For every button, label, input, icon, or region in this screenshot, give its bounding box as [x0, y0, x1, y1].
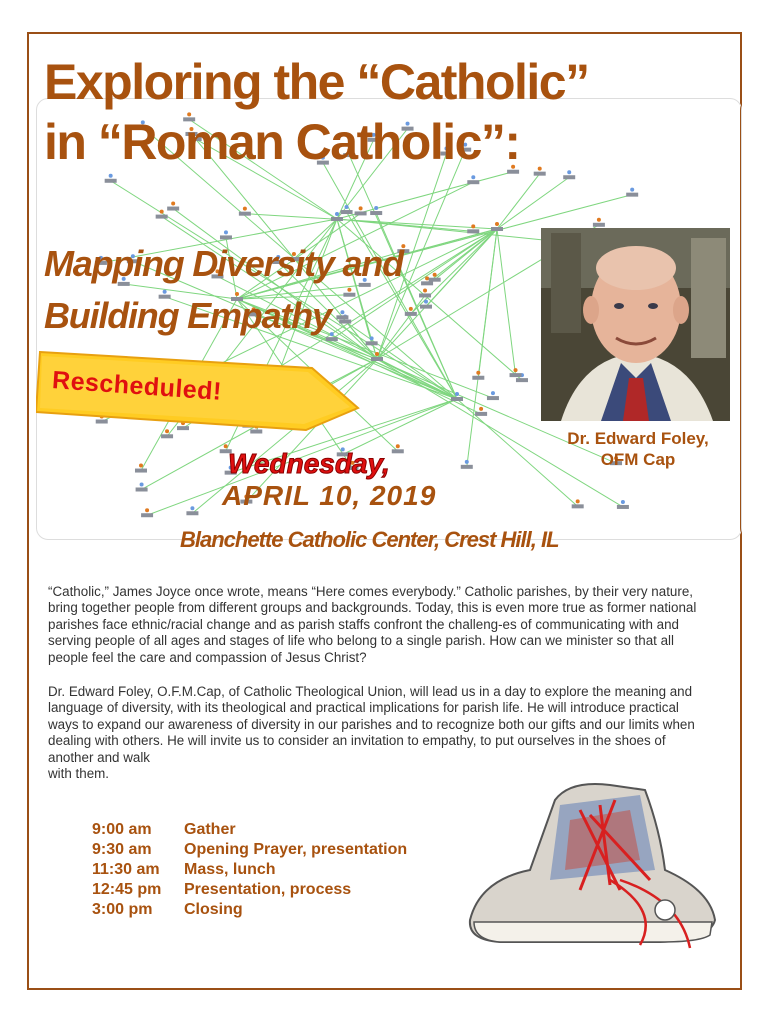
subtitle-line-1: Mapping Diversity and — [44, 243, 403, 284]
network-node-marker — [471, 175, 475, 179]
event-date: APRIL 10, 2019 — [222, 480, 437, 511]
network-node — [341, 210, 353, 214]
network-node-marker — [190, 506, 194, 510]
speaker-name: Dr. Edward Foley, — [567, 429, 709, 448]
rescheduled-label: Rescheduled! — [51, 366, 223, 406]
network-edge — [497, 229, 516, 375]
network-node-marker — [621, 500, 625, 504]
network-node-marker — [597, 218, 601, 222]
network-node-marker — [479, 407, 483, 411]
schedule-row — [92, 860, 407, 880]
description-paragraph-2 — [48, 684, 713, 782]
schedule-time: 3:00 pm — [92, 901, 153, 918]
network-node — [421, 281, 433, 285]
schedule-activity: Presentation, process — [184, 881, 352, 898]
network-node — [105, 179, 117, 183]
network-node — [420, 305, 432, 309]
network-node-marker — [465, 460, 469, 464]
network-node-marker — [139, 464, 143, 468]
event-day: Wednesday, — [228, 448, 390, 479]
network-node — [617, 505, 629, 509]
network-node-marker — [396, 444, 400, 448]
network-node — [186, 511, 198, 515]
network-node — [355, 211, 367, 215]
schedule-activity: Opening Prayer, presentation — [184, 841, 408, 858]
network-node — [451, 397, 463, 401]
schedule-activity: Gather — [184, 821, 236, 838]
network-edge — [245, 214, 497, 229]
network-node — [419, 293, 431, 297]
schedule-time: 11:30 am — [92, 861, 160, 878]
network-node-marker — [423, 288, 427, 292]
speaker-order: OFM Cap — [600, 450, 676, 469]
network-node — [593, 223, 605, 227]
subtitle-line-2: Building Empathy — [44, 295, 331, 336]
flyer-subtitle — [44, 238, 403, 342]
network-node-marker — [335, 212, 339, 216]
network-node-marker — [491, 391, 495, 395]
network-node — [491, 227, 503, 231]
network-node-marker — [160, 210, 164, 214]
network-node — [331, 217, 343, 221]
event-schedule — [92, 820, 407, 920]
network-node — [467, 229, 479, 233]
description-paragraph-2-end: with them. — [48, 766, 110, 782]
network-node-marker — [455, 392, 459, 396]
network-node — [475, 412, 487, 416]
description-paragraph-1: “Catholic,” James Joyce once wrote, means “Here comes everybody.” Catholic parishes, by their very nature, bring together people from different groups and backgrounds. Today, this is even more true as former national parishes face ethnic/racial change and as parish staffs confront the challeng-es of communicating with and serving people of all ages and stages of life who belong to a single parish. How can we minister so that all people feel the care and compassion of Jesus Christ? — [48, 584, 697, 665]
sneaker-illustration — [460, 770, 720, 950]
network-node-marker — [514, 368, 518, 372]
network-node — [461, 465, 473, 469]
schedule-row — [92, 840, 407, 860]
network-node — [516, 378, 528, 382]
network-node — [472, 376, 484, 380]
network-node — [141, 513, 153, 517]
network-node — [572, 504, 584, 508]
title-line-2: in “Roman Catholic”: — [44, 114, 520, 170]
schedule-activity: Closing — [184, 901, 243, 918]
network-node-marker — [424, 300, 428, 304]
network-node — [239, 212, 251, 216]
network-node — [467, 180, 479, 184]
network-node-marker — [224, 230, 228, 234]
schedule-time: 9:00 am — [92, 821, 152, 838]
network-node-marker — [409, 307, 413, 311]
schedule-row — [92, 880, 407, 900]
network-node-marker — [433, 273, 437, 277]
network-node-marker — [145, 508, 149, 512]
network-node-marker — [476, 371, 480, 375]
network-node — [135, 469, 147, 473]
network-node — [161, 434, 173, 438]
network-node-marker — [375, 352, 379, 356]
network-node-marker — [630, 188, 634, 192]
speaker-photo — [541, 228, 730, 421]
schedule-time: 12:45 pm — [92, 881, 162, 898]
network-node — [563, 175, 575, 179]
network-node — [167, 207, 179, 211]
network-node-marker — [109, 174, 113, 178]
network-node-marker — [471, 224, 475, 228]
network-node-marker — [359, 206, 363, 210]
network-node-marker — [374, 206, 378, 210]
schedule-row — [92, 900, 407, 920]
network-node-marker — [140, 482, 144, 486]
network-node — [487, 396, 499, 400]
network-node-marker — [576, 499, 580, 503]
network-node — [156, 215, 168, 219]
schedule-row — [92, 820, 407, 840]
network-node-marker — [425, 276, 429, 280]
event-venue: Blanchette Catholic Center, Crest Hill, IL — [180, 527, 559, 552]
schedule-activity: Mass, lunch — [184, 861, 276, 878]
network-node-marker — [243, 207, 247, 211]
network-node — [510, 373, 522, 377]
network-node — [626, 193, 638, 197]
title-line-1: Exploring the “Catholic” — [44, 54, 589, 110]
network-node — [392, 449, 404, 453]
network-node-marker — [345, 205, 349, 209]
network-node — [371, 357, 383, 361]
network-node — [429, 278, 441, 282]
schedule-time: 9:30 am — [92, 841, 152, 858]
description-paragraph-2-main: Dr. Edward Foley, O.F.M.Cap, of Catholic Theological Union, will lead us in a day to explore the meaning and language of diversity, with its theological and practical implications for parish life. He will introduce practical ways to expand our awareness of diversity in our parishes and to recognize both our gifts and our limits when dealing with others. He will invite us to consider an invitation to empathy, to put ourselves in the shoes of another and walk — [48, 684, 695, 765]
network-node — [136, 487, 148, 491]
network-node-marker — [171, 202, 175, 206]
network-node-marker — [495, 222, 499, 226]
network-node — [534, 172, 546, 176]
network-node — [370, 211, 382, 215]
speaker-caption — [548, 428, 728, 470]
network-node — [405, 312, 417, 316]
flyer-title — [44, 52, 589, 172]
